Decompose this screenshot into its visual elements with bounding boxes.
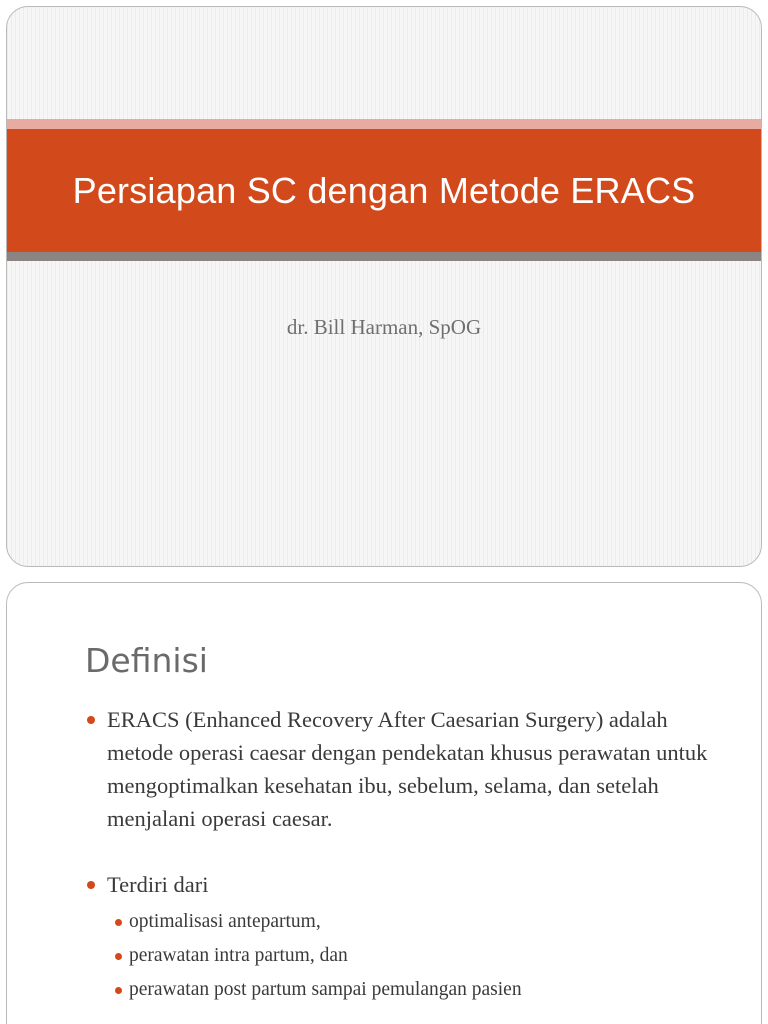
bullet-dot-icon — [87, 716, 95, 724]
sub-bullet-item — [85, 939, 735, 973]
slide-title: Persiapan SC dengan Metode ERACS — [72, 169, 696, 211]
title-band — [7, 129, 761, 252]
sub-bullet-list — [85, 905, 735, 1007]
accent-stripe-bottom — [7, 252, 761, 261]
accent-stripe-top — [7, 119, 761, 129]
sub-bullet-item — [85, 905, 735, 939]
sub-bullet-item — [85, 973, 735, 1007]
bullet-item — [85, 703, 735, 835]
bullet-text: Terdiri dari — [107, 872, 209, 897]
title-slide — [6, 6, 762, 567]
slide-heading: Definisi — [85, 641, 208, 680]
slide-author: dr. Bill Harman, SpOG — [286, 315, 482, 339]
sub-bullet-text: perawatan post partum sampai pemulangan pasien — [129, 979, 522, 1000]
definition-slide — [6, 582, 762, 1024]
bullet-text: ERACS (Enhanced Recovery After Caesarian Surgery) adalah metode operasi caesar dengan pendekatan khusus perawatan untuk mengoptimalkan kesehatan ibu, sebelum, selama, dan setelah menjalani operasi caesar. — [107, 707, 708, 831]
sub-bullet-text: perawatan intra partum, dan — [129, 945, 348, 966]
bullet-dot-icon — [87, 881, 95, 889]
bullet-item — [85, 868, 735, 901]
bullet-list — [85, 703, 735, 1007]
sub-bullet-dot-icon — [115, 987, 122, 994]
sub-bullet-text: optimalisasi antepartum, — [129, 911, 321, 932]
sub-bullet-dot-icon — [115, 953, 122, 960]
sub-bullet-dot-icon — [115, 919, 122, 926]
